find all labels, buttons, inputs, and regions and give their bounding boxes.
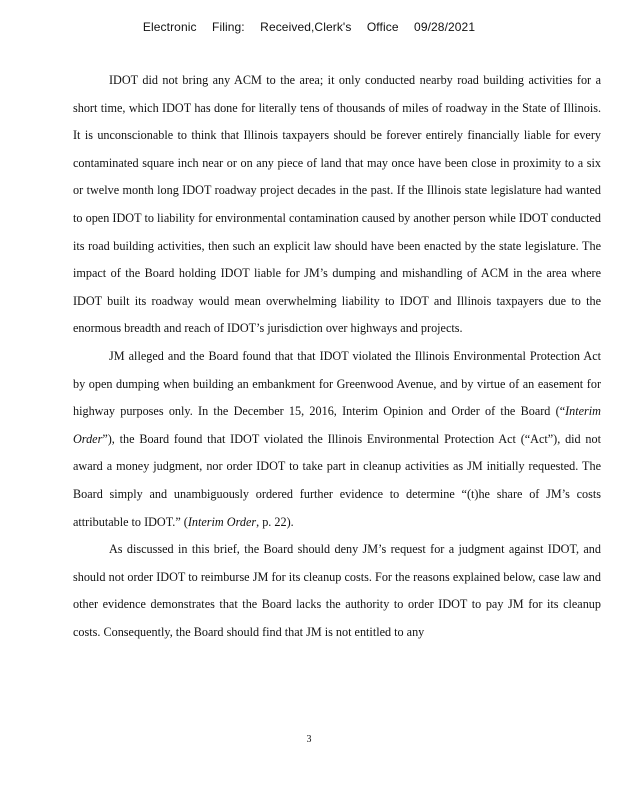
paragraph-text: ”), the Board found that IDOT violated the Illinois Environmental Protection Act (“Act”), did not award a money judgment, nor order IDOT to take part in cleanup activities as JM initially requested. The Board simply and unambiguously ordered further evidence to determine “(t)he share of JM’s costs attributable to IDOT.” ( [73,431,601,529]
document-body [73,67,601,646]
header-filing: Filing: [212,20,245,34]
header-received: Received,Clerk's [260,20,352,34]
page-number: 3 [306,734,312,745]
filing-stamp-header [0,20,618,34]
paragraph-deny-request: As discussed in this brief, the Board should deny JM’s request for a judgment against IDOT, and should not order IDOT to reimburse JM for its cleanup costs. For the reasons explained below, case law and other evidence demonstrates that the Board lacks the authority to order IDOT to pay JM for its cleanup costs. Consequently, the Board should find that JM is not entitled to any [73,542,601,639]
header-date: 09/28/2021 [414,20,476,34]
header-office: Office [366,20,399,34]
citation-interim-order: Interim Order [187,514,257,529]
paragraph-idot-road-building: IDOT did not bring any ACM to the area; it only conducted nearby road building activities for a short time, which IDOT has done for literally tens of thousands of miles of roadway in the State of Illinois. It is unconscionable to think that Illinois taxpayers should be forever entirely financially liable for every contaminated square inch near or on any piece of land that may once have been close in proximity to a six or twelve month long IDOT roadway project decades in the past. If the Illinois state legislature had wanted to open IDOT to liability for environmental contamination caused by another person while IDOT conducted its road building activities, then such an explicit law should have been enacted by the state legislature. The impact of the Board holding IDOT liable for JM’s dumping and mishandling of ACM in the area where IDOT built its roadway would mean overwhelming liability to IDOT and Illinois taxpayers due to the enormous breadth and reach of IDOT’s jurisdiction over highways and projects. [73,73,601,336]
paragraph-text: , p. 22). [256,514,294,529]
paragraph-board-finding [73,343,601,536]
paragraph-text: JM alleged and the Board found that that IDOT violated the Illinois Environmental Protection Act by open dumping when building an embankment for Greenwood Avenue, and by virtue of an easement for highway purposes only. In the December 15, 2016, Interim Opinion and Order of the Board (“ [73,348,601,419]
citation-interim-order: Interim Order [73,404,601,446]
header-electronic: Electronic [142,20,197,34]
